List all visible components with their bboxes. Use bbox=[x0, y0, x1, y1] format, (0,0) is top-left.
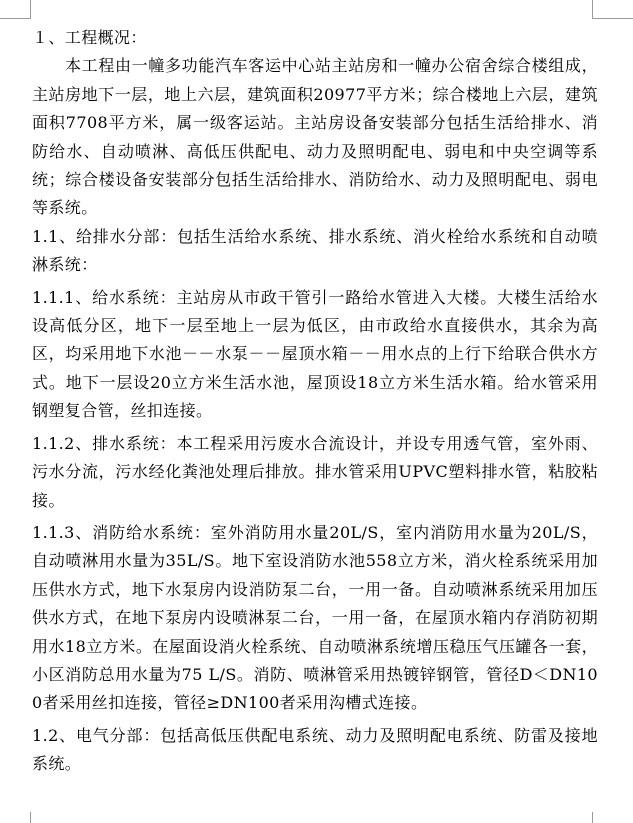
paragraph-1-1: 1.1、给排水分部：包括生活给水系统、排水系统、消火栓给水系统和自动喷淋系统： bbox=[32, 226, 598, 275]
crop-mark-bottom-right bbox=[592, 812, 633, 823]
crop-mark-bottom-left bbox=[0, 812, 31, 823]
paragraph-1-1-1: 1.1.1、给水系统：主站房从市政干管引一路给水管进入大楼。大楼生活给水设高低分区，地下一层至地上一层为低区，由市政给水直接供水，其余为高区，均采用地下水池－－水泵－－屋顶水箱－－用水点的上行下给联合供水方式。地下一层设20立方米生活水池，屋顶设18立方米生活水箱。给水管采用钢塑复合管，丝扣连接。 bbox=[32, 287, 598, 421]
paragraph-1-1-2: 1.1.2、排水系统：本工程采用污废水合流设计，并设专用透气管，室外雨、污水分流，污水经化粪池处理后排放。排水管采用UPVC塑料排水管，粘胶粘接。 bbox=[32, 433, 598, 510]
paragraph-1-1-3: 1.1.3、消防给水系统：室外消防用水量20L/S，室内消防用水量为20L/S，自动喷淋用水量为35L/S。地下室设消防水池558立方米，消火栓系统采用加压供水方式，地下水泵房内设消防泵二台，一用一备。自动喷淋系统采用加压供水方式，在地下泵房内设喷淋泵二台，一用一备，在屋顶水箱内存消防初期用水18立方米。在屋面设消火栓系统、自动喷淋系统增压稳压气压罐各一套，小区消防总用水量为75 L/S。消防、喷淋管采用热镀锌钢管，管径D＜DN100者采用丝扣连接，管径≥DN100者采用沟槽式连接。 bbox=[32, 522, 598, 713]
crop-mark-top-left bbox=[0, 0, 31, 19]
section-title: １、工程概况： bbox=[32, 28, 147, 47]
intro-paragraph: 本工程由一幢多功能汽车客运中心站主站房和一幢办公宿舍综合楼组成，主站房地下一层，地上六层，建筑面积20977平方米；综合楼地上六层，建筑面积7708平方米，属一级客运站。主站房设备安装部分包括生活给排水、消防给水、自动喷淋、高低压供配电、动力及照明配电、弱电和中央空调等系统；综合楼设备安装部分包括生活给排水、消防给水、动力及照明配电、弱电等系统。 bbox=[32, 56, 598, 218]
paragraph-1-2: 1.2、电气分部：包括高低压供配电系统、动力及照明配电系统、防雷及接地系统。 bbox=[32, 725, 598, 774]
document-page bbox=[32, 24, 598, 779]
crop-mark-top-right bbox=[592, 0, 633, 19]
